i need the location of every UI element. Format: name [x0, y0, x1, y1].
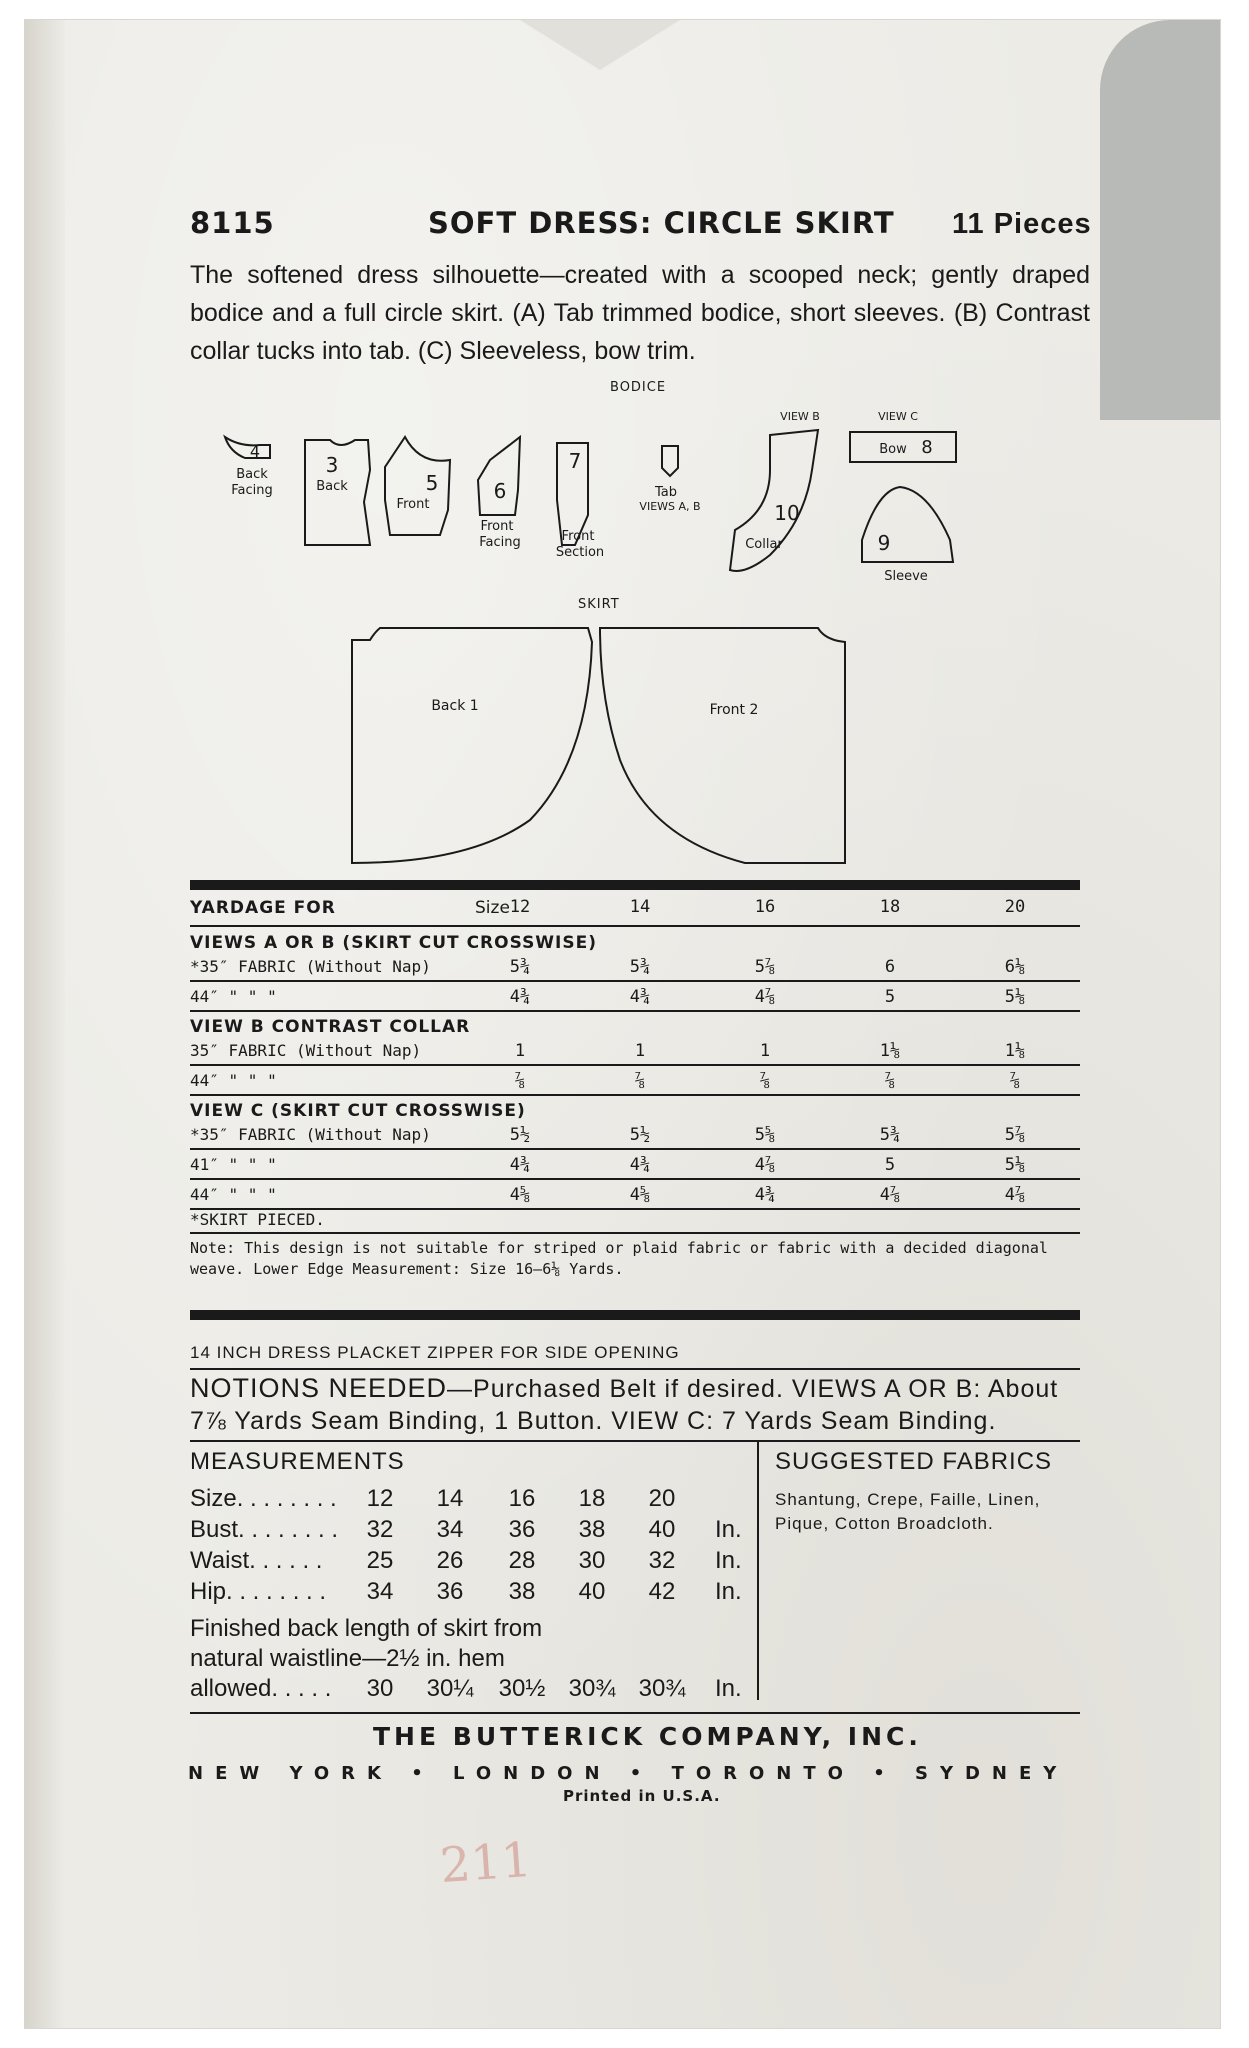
piece-label-skirt-front: Front 2 [709, 702, 759, 718]
yardage-heading: YARDAGE FOR [190, 898, 336, 918]
piece-label-front: Front [396, 497, 430, 512]
footer-top-rule [190, 1712, 1080, 1714]
yardage-row-rule [190, 1010, 1080, 1012]
measurement-unit: In. [715, 1578, 742, 1605]
measurement-unit: In. [715, 1547, 742, 1574]
notions-heading: NOTIONS NEEDED [190, 1373, 448, 1403]
piece-number-5: 5 [425, 471, 439, 495]
piece-front [385, 437, 450, 535]
yardage-cell: 5¾ [879, 1125, 901, 1145]
yardage-row-rule [190, 980, 1080, 982]
yardage-cell: 6⅛ [1004, 957, 1026, 977]
finished-length-cell: 30¼ [426, 1675, 474, 1702]
yardage-cell: 4⅞ [754, 1155, 776, 1175]
yardage-cell: 4¾ [629, 1155, 651, 1175]
yardage-row-label: 44″ " " " [190, 987, 277, 1006]
measurements-top-rule [190, 1440, 1080, 1442]
measurement-cell: 26 [436, 1547, 464, 1574]
description: The softened dress silhouette—created with a scooped neck; gently draped bodice and a full circle skirt. (A) Tab trimmed bodice, short sleeves. (B) Contrast collar tucks into tab. (C) Sleeveless, bow trim. [190, 261, 1090, 365]
piece-number-10: 10 [774, 501, 800, 525]
piece-label-back-facing-2: Facing [231, 483, 273, 498]
finished-length-label: allowed. . . . . [190, 1675, 332, 1702]
yardage-cell: ⅞ [1009, 1071, 1021, 1091]
bodice-caption: BODICE [610, 380, 667, 395]
measurement-cell: 38 [508, 1578, 536, 1605]
measurement-cell: 40 [578, 1578, 606, 1605]
finished-length-unit: In. [715, 1675, 742, 1702]
yardage-size-16: 16 [754, 897, 776, 917]
yardage-row-label: *35″ FABRIC (Without Nap) [190, 957, 431, 976]
yardage-row-label: 44″ " " " [190, 1185, 277, 1204]
yardage-footnote: *SKIRT PIECED. [190, 1210, 325, 1229]
measurement-row-label: Bust. . . . . . . . [190, 1516, 339, 1543]
yardage-cell: 5¾ [629, 957, 651, 977]
piece-label-front-facing: Front [480, 519, 514, 534]
piece-number-6: 6 [493, 479, 507, 503]
piece-number-7: 7 [568, 449, 582, 473]
piece-skirt-front [600, 628, 845, 863]
yardage-cell: 5⅛ [1004, 987, 1026, 1007]
yardage-cell: 4⅞ [1004, 1185, 1026, 1205]
yardage-cell: 4¾ [509, 987, 531, 1007]
piece-label-bow: Bow [879, 442, 907, 457]
measurement-cell: 34 [366, 1578, 394, 1605]
yardage-cell: 4⅝ [509, 1185, 531, 1205]
piece-front-facing [478, 437, 520, 515]
yardage-size-20: 20 [1004, 897, 1026, 917]
yardage-size-label: Size [475, 898, 510, 918]
pattern-number: 8115 [190, 206, 275, 240]
piece-label-skirt-back: Back 1 [431, 698, 479, 714]
yardage-cell: 5⅝ [754, 1125, 776, 1145]
piece-label-front-section: Front [561, 529, 595, 544]
company-cities: NEW YORK • LONDON • TORONTO • SYDNEY [188, 1763, 1069, 1784]
piece-number-8: 8 [921, 437, 933, 458]
finished-length-cell: 30½ [498, 1675, 546, 1702]
measurement-unit: In. [715, 1516, 742, 1543]
yardage-cell: 5½ [629, 1125, 651, 1145]
piece-label-front-section-2: Section [555, 545, 605, 560]
measurement-cell: 30 [578, 1547, 606, 1574]
measurement-row-label: Size. . . . . . . . [190, 1485, 337, 1512]
yardage-header-rule [190, 925, 1080, 927]
measurements-heading: MEASUREMENTS [190, 1448, 405, 1475]
measurement-row-label: Waist. . . . . . [190, 1547, 323, 1574]
yardage-cell: ⅞ [759, 1071, 771, 1091]
measurement-cell: 34 [436, 1516, 464, 1543]
yardage-row-rule [190, 1148, 1080, 1150]
yardage-row-rule [190, 1178, 1080, 1180]
finished-length-cell: 30¾ [568, 1675, 616, 1702]
zipper-rule [190, 1368, 1080, 1370]
piece-label-front-facing-2: Facing [479, 535, 521, 550]
piece-label-tab: Tab [654, 485, 678, 500]
yardage-cell: 5⅞ [1004, 1125, 1026, 1145]
piece-number-4: 4 [249, 442, 261, 461]
yardage-cell: 4⅝ [629, 1185, 651, 1205]
measurement-cell: 14 [436, 1485, 464, 1512]
yardage-section-title: VIEWS A OR B (SKIRT CUT CROSSWISE) [190, 933, 598, 953]
footnote-rule [190, 1232, 1080, 1234]
pattern-pieces-diagram [0, 0, 1249, 900]
yardage-cell: 1⅛ [1004, 1041, 1026, 1061]
piece-sleeve [862, 487, 953, 562]
yardage-cell: 1 [634, 1041, 646, 1061]
yardage-cell: ⅞ [634, 1071, 646, 1091]
yardage-cell: 1 [759, 1041, 771, 1061]
yardage-cell: 4¾ [509, 1155, 531, 1175]
measurement-cell: 32 [366, 1516, 394, 1543]
measurement-cell: 42 [648, 1578, 676, 1605]
yardage-note: Note: This design is not suitable for striped or plaid fabric or fabric with a decided diagonal weave. Lower Edge Measurement: Size 16—6⅛ Yards. [190, 1239, 1048, 1278]
yardage-cell: 5⅞ [754, 957, 776, 977]
yardage-cell: 5 [884, 1155, 896, 1175]
measurement-cell: 16 [508, 1485, 536, 1512]
view-c-caption: VIEW C [878, 410, 918, 423]
measurement-cell: 40 [648, 1516, 676, 1543]
pieces-count: 11 Pieces [952, 208, 1092, 240]
measurement-cell: 12 [366, 1485, 394, 1512]
finished-length-line-2: natural waistline—2½ in. hem [190, 1645, 505, 1672]
fabrics-text: Shantung, Crepe, Faille, Linen, Pique, Cotton Broadcloth. [775, 1490, 1041, 1533]
finished-length-cell: 30 [366, 1675, 394, 1702]
yardage-cell: 4⅞ [754, 987, 776, 1007]
yardage-size-18: 18 [879, 897, 901, 917]
yardage-cell: 4⅞ [879, 1185, 901, 1205]
yardage-cell: 4¾ [754, 1185, 776, 1205]
measurement-cell: 25 [366, 1547, 394, 1574]
yardage-cell: 4¾ [629, 987, 651, 1007]
yardage-cell: 5 [884, 987, 896, 1007]
yardage-size-12: 12 [509, 897, 531, 917]
yardage-row-rule [190, 1064, 1080, 1066]
piece-label-tab-views: VIEWS A, B [639, 500, 701, 513]
printed-in: Printed in U.S.A. [563, 1787, 721, 1805]
finished-length-line-1: Finished back length of skirt from [190, 1615, 543, 1642]
notions-text: —Purchased Belt if desired. VIEWS A OR B: About 7⅞ Yards Seam Binding, 1 Button. VIEW C: 7 Yards Seam Binding. [190, 1375, 1059, 1435]
yardage-cell: 5¾ [509, 957, 531, 977]
piece-label-back-facing: Back [236, 467, 268, 482]
yardage-cell: ⅞ [514, 1071, 526, 1091]
skirt-caption: SKIRT [578, 597, 620, 612]
pencil-stamp: 211 [438, 1831, 534, 1895]
measurement-cell: 36 [508, 1516, 536, 1543]
piece-skirt-back [352, 628, 592, 863]
fabrics-heading: SUGGESTED FABRICS [775, 1448, 1053, 1475]
yardage-cell: 1 [514, 1041, 526, 1061]
yardage-section-title: VIEW B CONTRAST COLLAR [190, 1017, 471, 1037]
view-b-caption: VIEW B [780, 410, 820, 423]
pattern-title: SOFT DRESS: CIRCLE SKIRT [428, 206, 895, 240]
yardage-cell: ⅞ [884, 1071, 896, 1091]
notions-top-rule [190, 1310, 1080, 1320]
measurement-row-label: Hip. . . . . . . . [190, 1578, 327, 1605]
company-name: THE BUTTERICK COMPANY, INC. [373, 1722, 922, 1751]
piece-tab [662, 446, 678, 476]
yardage-top-rule [190, 880, 1080, 890]
piece-label-back: Back [316, 479, 348, 494]
finished-length-cell: 30¾ [638, 1675, 686, 1702]
yardage-row-label: 44″ " " " [190, 1071, 277, 1090]
yardage-cell: 1⅛ [879, 1041, 901, 1061]
notions-block [190, 1372, 1080, 1437]
measurement-cell: 32 [648, 1547, 676, 1574]
piece-number-9: 9 [877, 531, 891, 555]
yardage-cell: 5½ [509, 1125, 531, 1145]
piece-label-sleeve: Sleeve [884, 569, 928, 584]
measurement-cell: 38 [578, 1516, 606, 1543]
measurement-cell: 28 [508, 1547, 536, 1574]
measurement-cell: 18 [578, 1485, 606, 1512]
piece-number-3: 3 [325, 453, 339, 477]
yardage-cell: 6 [884, 957, 896, 977]
measurement-cell: 20 [648, 1485, 676, 1512]
yardage-row-label: *35″ FABRIC (Without Nap) [190, 1125, 431, 1144]
piece-label-collar: Collar [745, 537, 783, 552]
yardage-cell: 5⅛ [1004, 1155, 1026, 1175]
yardage-row-label: 41″ " " " [190, 1155, 277, 1174]
yardage-size-14: 14 [629, 897, 651, 917]
measurements-divider [757, 1440, 759, 1700]
yardage-row-rule [190, 1094, 1080, 1096]
yardage-row-label: 35″ FABRIC (Without Nap) [190, 1041, 422, 1060]
measurement-cell: 36 [436, 1578, 464, 1605]
piece-back-facing [225, 437, 270, 458]
yardage-section-title: VIEW C (SKIRT CUT CROSSWISE) [190, 1101, 526, 1121]
zipper-text: 14 INCH DRESS PLACKET ZIPPER FOR SIDE OPENING [190, 1343, 680, 1362]
